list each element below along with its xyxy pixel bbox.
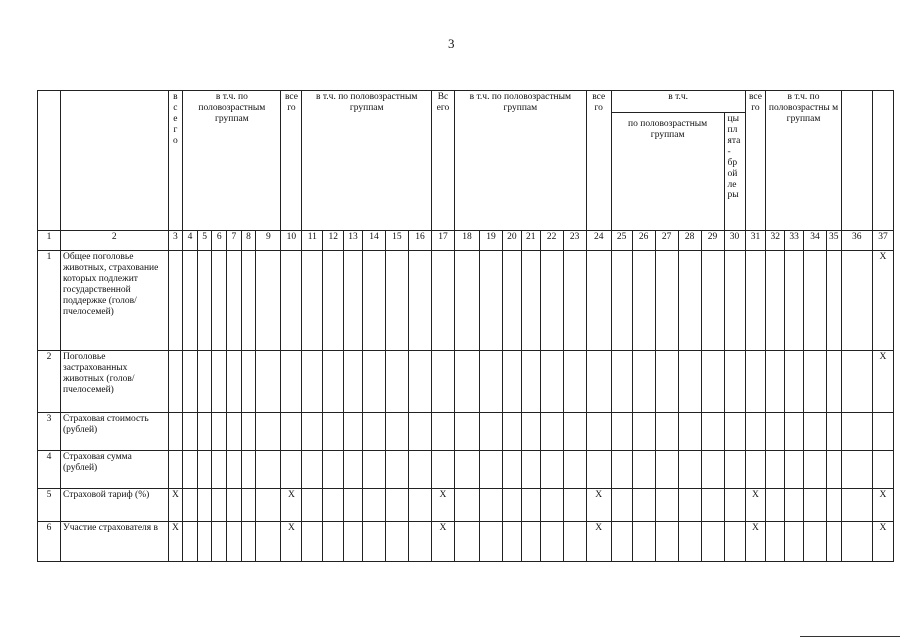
- empty-cell: [611, 489, 632, 522]
- empty-cell: [212, 489, 227, 522]
- empty-cell: [785, 351, 804, 413]
- column-number: 35: [826, 231, 841, 251]
- empty-cell: [385, 522, 408, 562]
- empty-cell: [766, 351, 785, 413]
- empty-cell: [344, 451, 363, 489]
- empty-cell: [281, 251, 302, 351]
- x-mark-cell: X: [586, 489, 611, 522]
- x-mark-cell: X: [872, 351, 893, 413]
- column-number: 2: [60, 231, 168, 251]
- empty-cell: [241, 251, 256, 351]
- empty-cell: [540, 522, 563, 562]
- empty-cell: [241, 489, 256, 522]
- empty-cell: [168, 451, 183, 489]
- empty-cell: [408, 413, 431, 451]
- row-label: Поголовье застрахованных животных (голов/ пчелосемей): [60, 351, 168, 413]
- table-row: [38, 251, 894, 351]
- empty-cell: [323, 351, 344, 413]
- empty-cell: [385, 251, 408, 351]
- column-number: 20: [503, 231, 522, 251]
- empty-cell: [227, 451, 242, 489]
- column-number: 31: [745, 231, 766, 251]
- empty-cell: [302, 251, 323, 351]
- empty-cell: [701, 451, 724, 489]
- empty-cell: [611, 351, 632, 413]
- empty-cell: [766, 522, 785, 562]
- empty-cell: [256, 451, 281, 489]
- empty-cell: [183, 413, 198, 451]
- row-number: 1: [38, 251, 61, 351]
- empty-cell: [323, 522, 344, 562]
- empty-cell: [503, 351, 522, 413]
- empty-cell: [632, 413, 655, 451]
- empty-cell: [611, 522, 632, 562]
- empty-cell: [256, 251, 281, 351]
- empty-cell: [745, 251, 766, 351]
- header-subgroups-4: по половозрастным группам: [611, 113, 724, 231]
- x-mark-cell: X: [281, 522, 302, 562]
- empty-cell: [362, 351, 385, 413]
- empty-cell: [323, 489, 344, 522]
- empty-cell: [454, 489, 479, 522]
- column-number: 37: [872, 231, 893, 251]
- empty-cell: [540, 351, 563, 413]
- empty-cell: [431, 413, 454, 451]
- empty-cell: [302, 451, 323, 489]
- empty-cell: [521, 451, 540, 489]
- empty-cell: [841, 251, 872, 351]
- empty-cell: [563, 251, 586, 351]
- empty-cell: [241, 351, 256, 413]
- footer-rule: [800, 636, 900, 637]
- empty-cell: [745, 451, 766, 489]
- empty-cell: [785, 522, 804, 562]
- empty-cell: [503, 451, 522, 489]
- header-cell-blank-1: [38, 91, 61, 231]
- empty-cell: [521, 251, 540, 351]
- row-label: Страховая стоимость (рублей): [60, 413, 168, 451]
- column-number: 19: [480, 231, 503, 251]
- header-vsego-31: все го: [745, 91, 766, 231]
- empty-cell: [227, 413, 242, 451]
- empty-cell: [408, 251, 431, 351]
- empty-cell: [227, 489, 242, 522]
- empty-cell: [281, 413, 302, 451]
- column-number: 30: [724, 231, 745, 251]
- empty-cell: [678, 351, 701, 413]
- empty-cell: [804, 489, 827, 522]
- empty-cell: [197, 522, 212, 562]
- row-number: 2: [38, 351, 61, 413]
- empty-cell: [563, 489, 586, 522]
- empty-cell: [632, 451, 655, 489]
- empty-cell: [212, 251, 227, 351]
- header-v-tch: в т.ч.: [611, 91, 745, 113]
- empty-cell: [724, 413, 745, 451]
- column-number: 25: [611, 231, 632, 251]
- empty-cell: [701, 489, 724, 522]
- empty-cell: [302, 489, 323, 522]
- column-number: 29: [701, 231, 724, 251]
- row-number: 3: [38, 413, 61, 451]
- column-number: 14: [362, 231, 385, 251]
- empty-cell: [804, 351, 827, 413]
- header-vsego-vertical: в с е г о: [168, 91, 183, 231]
- x-mark-cell: X: [586, 522, 611, 562]
- empty-cell: [256, 489, 281, 522]
- empty-cell: [344, 251, 363, 351]
- empty-cell: [766, 451, 785, 489]
- empty-cell: [227, 251, 242, 351]
- column-number: 17: [431, 231, 454, 251]
- empty-cell: [563, 522, 586, 562]
- empty-cell: [480, 489, 503, 522]
- empty-cell: [344, 522, 363, 562]
- table-row: [38, 489, 894, 522]
- empty-cell: [431, 351, 454, 413]
- column-number: 27: [655, 231, 678, 251]
- empty-cell: [632, 489, 655, 522]
- empty-cell: [385, 489, 408, 522]
- empty-cell: [540, 413, 563, 451]
- empty-cell: [197, 489, 212, 522]
- empty-cell: [841, 351, 872, 413]
- empty-cell: [724, 451, 745, 489]
- empty-cell: [385, 451, 408, 489]
- column-number: 24: [586, 231, 611, 251]
- empty-cell: [678, 451, 701, 489]
- column-number: 7: [227, 231, 242, 251]
- x-mark-cell: X: [872, 522, 893, 562]
- row-label: Страховая сумма (рублей): [60, 451, 168, 489]
- empty-cell: [586, 413, 611, 451]
- empty-cell: [256, 351, 281, 413]
- empty-cell: [785, 451, 804, 489]
- empty-cell: [872, 451, 893, 489]
- column-numbers-row: [38, 231, 894, 251]
- empty-cell: [503, 413, 522, 451]
- empty-cell: [362, 413, 385, 451]
- empty-cell: [227, 351, 242, 413]
- empty-cell: [168, 413, 183, 451]
- empty-cell: [521, 522, 540, 562]
- empty-cell: [168, 251, 183, 351]
- empty-cell: [408, 351, 431, 413]
- empty-cell: [197, 351, 212, 413]
- empty-cell: [678, 489, 701, 522]
- column-number: 1: [38, 231, 61, 251]
- empty-cell: [385, 351, 408, 413]
- empty-cell: [362, 522, 385, 562]
- column-number: 11: [302, 231, 323, 251]
- column-number: 9: [256, 231, 281, 251]
- x-mark-cell: X: [745, 522, 766, 562]
- empty-cell: [586, 251, 611, 351]
- header-vsego-10: все го: [281, 91, 302, 231]
- column-number: 34: [804, 231, 827, 251]
- empty-cell: [745, 351, 766, 413]
- empty-cell: [826, 451, 841, 489]
- column-number: 6: [212, 231, 227, 251]
- column-number: 18: [454, 231, 479, 251]
- empty-cell: [408, 522, 431, 562]
- row-number: 6: [38, 522, 61, 562]
- column-number: 5: [197, 231, 212, 251]
- empty-cell: [632, 251, 655, 351]
- empty-cell: [362, 251, 385, 351]
- empty-cell: [323, 251, 344, 351]
- empty-cell: [841, 489, 872, 522]
- empty-cell: [480, 251, 503, 351]
- empty-cell: [183, 489, 198, 522]
- column-number: 22: [540, 231, 563, 251]
- empty-cell: [323, 413, 344, 451]
- x-mark-cell: X: [281, 489, 302, 522]
- empty-cell: [183, 251, 198, 351]
- column-number: 13: [344, 231, 363, 251]
- header-subgroups-3: в т.ч. по половозрастным группам: [454, 91, 586, 231]
- empty-cell: [586, 351, 611, 413]
- column-number: 23: [563, 231, 586, 251]
- empty-cell: [540, 489, 563, 522]
- row-label: Участие страхователя в: [60, 522, 168, 562]
- empty-cell: [785, 413, 804, 451]
- empty-cell: [256, 522, 281, 562]
- empty-cell: [521, 351, 540, 413]
- empty-cell: [785, 489, 804, 522]
- empty-cell: [826, 351, 841, 413]
- empty-cell: [521, 413, 540, 451]
- empty-cell: [480, 413, 503, 451]
- empty-cell: [480, 451, 503, 489]
- empty-cell: [632, 351, 655, 413]
- empty-cell: [678, 251, 701, 351]
- empty-cell: [655, 351, 678, 413]
- empty-cell: [766, 251, 785, 351]
- column-number: 33: [785, 231, 804, 251]
- empty-cell: [678, 522, 701, 562]
- table-row: [38, 522, 894, 562]
- empty-cell: [826, 522, 841, 562]
- column-number: 12: [323, 231, 344, 251]
- empty-cell: [183, 451, 198, 489]
- empty-cell: [872, 413, 893, 451]
- column-number: 32: [766, 231, 785, 251]
- empty-cell: [766, 413, 785, 451]
- column-number: 15: [385, 231, 408, 251]
- empty-cell: [212, 413, 227, 451]
- column-number: 4: [183, 231, 198, 251]
- empty-cell: [745, 413, 766, 451]
- empty-cell: [701, 522, 724, 562]
- empty-cell: [540, 251, 563, 351]
- header-broilers: цы пл ята - бр ой ле ры: [724, 113, 745, 231]
- empty-cell: [503, 522, 522, 562]
- empty-cell: [632, 522, 655, 562]
- column-number: 8: [241, 231, 256, 251]
- empty-cell: [183, 351, 198, 413]
- row-number: 5: [38, 489, 61, 522]
- empty-cell: [241, 413, 256, 451]
- x-mark-cell: X: [745, 489, 766, 522]
- empty-cell: [785, 251, 804, 351]
- x-mark-cell: X: [872, 489, 893, 522]
- empty-cell: [197, 413, 212, 451]
- empty-cell: [168, 351, 183, 413]
- empty-cell: [804, 451, 827, 489]
- empty-cell: [197, 251, 212, 351]
- row-label: Страховой тариф (%): [60, 489, 168, 522]
- empty-cell: [563, 451, 586, 489]
- x-mark-cell: X: [431, 522, 454, 562]
- empty-cell: [212, 451, 227, 489]
- empty-cell: [227, 522, 242, 562]
- empty-cell: [241, 451, 256, 489]
- empty-cell: [183, 522, 198, 562]
- empty-cell: [454, 351, 479, 413]
- empty-cell: [724, 522, 745, 562]
- empty-cell: [655, 251, 678, 351]
- empty-cell: [454, 251, 479, 351]
- header-vsego-17: Вс его: [431, 91, 454, 231]
- empty-cell: [701, 413, 724, 451]
- empty-cell: [563, 351, 586, 413]
- empty-cell: [611, 413, 632, 451]
- empty-cell: [724, 489, 745, 522]
- header-cell-blank-37: [872, 91, 893, 231]
- empty-cell: [655, 413, 678, 451]
- column-number: 10: [281, 231, 302, 251]
- empty-cell: [408, 489, 431, 522]
- empty-cell: [804, 413, 827, 451]
- column-number: 26: [632, 231, 655, 251]
- header-subgroups-2: в т.ч. по половозрастным группам: [302, 91, 432, 231]
- empty-cell: [655, 451, 678, 489]
- empty-cell: [841, 522, 872, 562]
- empty-cell: [701, 251, 724, 351]
- empty-cell: [540, 451, 563, 489]
- empty-cell: [344, 351, 363, 413]
- header-subgroups-1: в т.ч. по половозрастным группам: [183, 91, 281, 231]
- empty-cell: [454, 522, 479, 562]
- empty-cell: [804, 251, 827, 351]
- empty-cell: [302, 413, 323, 451]
- empty-cell: [362, 451, 385, 489]
- x-mark-cell: X: [431, 489, 454, 522]
- header-vsego-24: все го: [586, 91, 611, 231]
- empty-cell: [586, 451, 611, 489]
- empty-cell: [655, 489, 678, 522]
- row-label: Общее поголовье животных, страхование которых подлежит государственной поддержке (голов/ пчелосемей): [60, 251, 168, 351]
- table-row: [38, 413, 894, 451]
- empty-cell: [655, 522, 678, 562]
- x-mark-cell: X: [168, 522, 183, 562]
- empty-cell: [454, 451, 479, 489]
- empty-cell: [431, 451, 454, 489]
- empty-cell: [724, 251, 745, 351]
- empty-cell: [724, 351, 745, 413]
- empty-cell: [302, 522, 323, 562]
- empty-cell: [563, 413, 586, 451]
- empty-cell: [766, 489, 785, 522]
- header-cell-blank-36: [841, 91, 872, 231]
- empty-cell: [197, 451, 212, 489]
- table-row: [38, 351, 894, 413]
- empty-cell: [701, 351, 724, 413]
- empty-cell: [431, 251, 454, 351]
- empty-cell: [841, 413, 872, 451]
- column-number: 36: [841, 231, 872, 251]
- column-number: 3: [168, 231, 183, 251]
- empty-cell: [362, 489, 385, 522]
- data-table: [37, 90, 894, 562]
- empty-cell: [826, 489, 841, 522]
- empty-cell: [323, 451, 344, 489]
- empty-cell: [281, 451, 302, 489]
- empty-cell: [256, 413, 281, 451]
- empty-cell: [454, 413, 479, 451]
- empty-cell: [480, 351, 503, 413]
- empty-cell: [344, 489, 363, 522]
- empty-cell: [302, 351, 323, 413]
- header-subgroups-5: в т.ч. по половозрастны м группам: [766, 91, 841, 231]
- empty-cell: [826, 251, 841, 351]
- empty-cell: [503, 489, 522, 522]
- table-row: [38, 451, 894, 489]
- empty-cell: [521, 489, 540, 522]
- empty-cell: [678, 413, 701, 451]
- column-number: 16: [408, 231, 431, 251]
- x-mark-cell: X: [872, 251, 893, 351]
- page-number: 3: [448, 36, 455, 51]
- empty-cell: [611, 251, 632, 351]
- empty-cell: [841, 451, 872, 489]
- empty-cell: [804, 522, 827, 562]
- row-number: 4: [38, 451, 61, 489]
- empty-cell: [480, 522, 503, 562]
- empty-cell: [408, 451, 431, 489]
- empty-cell: [344, 413, 363, 451]
- column-number: 21: [521, 231, 540, 251]
- empty-cell: [611, 451, 632, 489]
- empty-cell: [826, 413, 841, 451]
- empty-cell: [281, 351, 302, 413]
- empty-cell: [385, 413, 408, 451]
- x-mark-cell: X: [168, 489, 183, 522]
- empty-cell: [212, 351, 227, 413]
- empty-cell: [241, 522, 256, 562]
- column-number: 28: [678, 231, 701, 251]
- header-cell-blank-2: [60, 91, 168, 231]
- empty-cell: [503, 251, 522, 351]
- empty-cell: [212, 522, 227, 562]
